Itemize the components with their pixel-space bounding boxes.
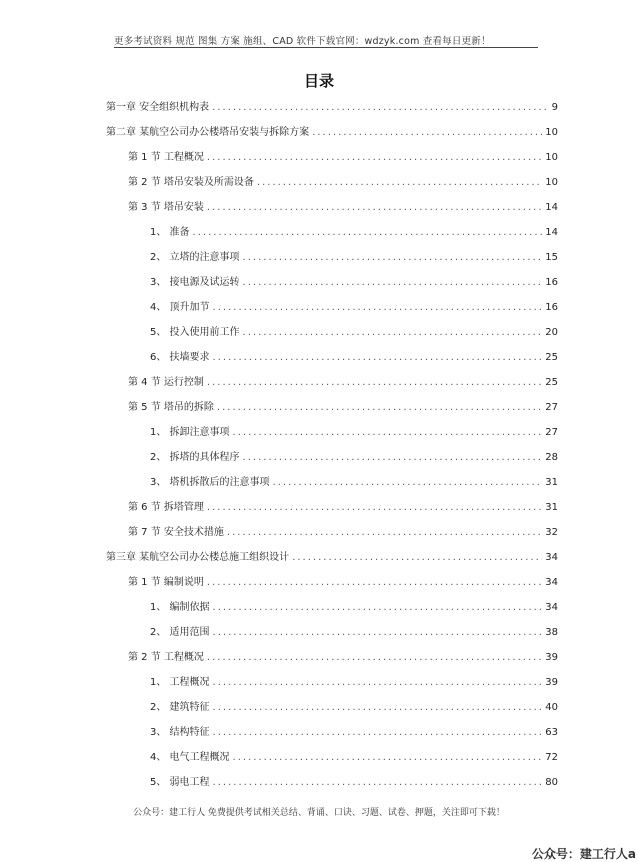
toc-entry-page: 72 bbox=[545, 752, 558, 763]
toc-entry[interactable] bbox=[150, 625, 558, 641]
toc-entry-page: 63 bbox=[545, 727, 558, 738]
toc-entry-page: 38 bbox=[545, 627, 558, 638]
page-footer: 公众号：建工行人 免费提供考试相关总结、背诵、口诀、习题、试卷、押题，关注即可下载！ bbox=[133, 808, 505, 818]
toc-entry-page: 34 bbox=[545, 552, 558, 563]
toc-entry-label: 第 2 节 工程概况 bbox=[128, 652, 204, 663]
toc-entry-page: 40 bbox=[545, 702, 558, 713]
toc-entry-page: 31 bbox=[545, 502, 558, 513]
toc-entry[interactable] bbox=[150, 425, 558, 441]
toc-entry-page: 80 bbox=[545, 777, 558, 788]
toc-entry-page: 34 bbox=[545, 602, 558, 613]
toc-entry[interactable] bbox=[128, 525, 558, 541]
toc-entry[interactable] bbox=[150, 300, 558, 316]
toc-entry[interactable] bbox=[106, 125, 558, 141]
toc-entry-page: 9 bbox=[551, 102, 558, 113]
toc-entry-page: 39 bbox=[545, 652, 558, 663]
toc-entry-label: 2、 立塔的注意事项 bbox=[150, 252, 240, 263]
toc-leader-dots bbox=[213, 675, 543, 691]
toc-entry-label: 第 3 节 塔吊安装 bbox=[128, 202, 204, 213]
toc-leader-dots bbox=[213, 775, 543, 791]
toc-entry[interactable] bbox=[150, 475, 558, 491]
toc-leader-dots bbox=[257, 175, 542, 191]
toc-leader-dots bbox=[213, 700, 543, 716]
toc-entry[interactable] bbox=[128, 650, 558, 666]
toc-leader-dots bbox=[227, 525, 542, 541]
toc-leader-dots bbox=[207, 575, 542, 591]
toc-entry[interactable] bbox=[150, 350, 558, 366]
toc-entry-label: 5、 投入使用前工作 bbox=[150, 327, 240, 338]
toc-entry-page: 25 bbox=[545, 352, 558, 363]
toc-entry-page: 14 bbox=[545, 227, 558, 238]
page-header: 更多考试资料 规范 图集 方案 施组、CAD 软件下载官网：wdzyk.com 查看每日更新！ bbox=[114, 36, 491, 47]
toc-leader-dots bbox=[273, 475, 543, 491]
toc-entry[interactable] bbox=[128, 400, 558, 416]
toc-entry-label: 5、 弱电工程 bbox=[150, 777, 210, 788]
toc-entry[interactable] bbox=[150, 275, 558, 291]
toc-leader-dots bbox=[212, 100, 548, 116]
toc-entry-label: 6、 扶墙要求 bbox=[150, 352, 210, 363]
toc-leader-dots bbox=[292, 550, 542, 566]
toc-entry[interactable] bbox=[128, 150, 558, 166]
toc-entry-page: 10 bbox=[545, 152, 558, 163]
toc-entry-page: 16 bbox=[545, 277, 558, 288]
toc-entry-page: 27 bbox=[545, 427, 558, 438]
toc-leader-dots bbox=[312, 125, 542, 141]
toc-leader-dots bbox=[193, 225, 543, 241]
toc-entry[interactable] bbox=[128, 575, 558, 591]
toc-entry-label: 4、 顶升加节 bbox=[150, 302, 210, 313]
watermark: 公众号：建工行人a bbox=[531, 847, 636, 861]
toc-entry-label: 第三章 某航空公司办公楼总施工组织设计 bbox=[106, 552, 290, 563]
toc-leader-dots bbox=[207, 200, 542, 216]
toc-entry-page: 10 bbox=[545, 177, 558, 188]
toc-entry[interactable] bbox=[128, 200, 558, 216]
toc-leader-dots bbox=[213, 725, 543, 741]
toc-leader-dots bbox=[213, 625, 543, 641]
toc-leader-dots bbox=[243, 250, 543, 266]
toc-entry-label: 第一章 安全组织机构表 bbox=[106, 102, 210, 113]
toc-leader-dots bbox=[243, 450, 543, 466]
toc-entry-label: 第二章 某航空公司办公楼塔吊安装与拆除方案 bbox=[106, 127, 310, 138]
toc-entry[interactable] bbox=[128, 500, 558, 516]
toc-entry-page: 14 bbox=[545, 202, 558, 213]
toc-entry[interactable] bbox=[150, 675, 558, 691]
toc-leader-dots bbox=[217, 400, 542, 416]
toc-title: 目录 bbox=[303, 72, 334, 90]
header-rule bbox=[114, 47, 538, 48]
toc-entry-label: 1、 准备 bbox=[150, 227, 190, 238]
toc-entry-label: 3、 接电源及试运转 bbox=[150, 277, 240, 288]
toc-entry[interactable] bbox=[128, 375, 558, 391]
toc-entry[interactable] bbox=[150, 450, 558, 466]
toc-leader-dots bbox=[213, 600, 543, 616]
toc-entry[interactable] bbox=[150, 700, 558, 716]
toc-entry-page: 28 bbox=[545, 452, 558, 463]
toc-leader-dots bbox=[207, 375, 542, 391]
toc-entry-page: 15 bbox=[545, 252, 558, 263]
toc-entry[interactable] bbox=[150, 775, 558, 791]
toc-entry-label: 1、 编制依据 bbox=[150, 602, 210, 613]
toc-entry-page: 10 bbox=[545, 127, 558, 138]
toc-entry[interactable] bbox=[106, 100, 558, 116]
toc-entry-page: 31 bbox=[545, 477, 558, 488]
toc-entry-page: 39 bbox=[545, 677, 558, 688]
toc-entry-label: 1、 拆卸注意事项 bbox=[150, 427, 230, 438]
toc-entry-page: 34 bbox=[545, 577, 558, 588]
toc-entry-label: 2、 建筑特征 bbox=[150, 702, 210, 713]
toc-leader-dots bbox=[207, 500, 542, 516]
toc-entry[interactable] bbox=[150, 225, 558, 241]
toc-entry-label: 第 6 节 拆塔管理 bbox=[128, 502, 204, 513]
toc-entry-page: 32 bbox=[545, 527, 558, 538]
toc-entry-label: 第 4 节 运行控制 bbox=[128, 377, 204, 388]
toc-entry-page: 16 bbox=[545, 302, 558, 313]
toc-entry[interactable] bbox=[150, 250, 558, 266]
toc-leader-dots bbox=[233, 750, 543, 766]
toc-entry[interactable] bbox=[128, 175, 558, 191]
toc-leader-dots bbox=[233, 425, 543, 441]
toc-entry-label: 第 1 节 工程概况 bbox=[128, 152, 204, 163]
toc-entry-label: 3、 塔机拆散后的注意事项 bbox=[150, 477, 270, 488]
toc-entry-label: 第 2 节 塔吊安装及所需设备 bbox=[128, 177, 254, 188]
toc-leader-dots bbox=[207, 650, 542, 666]
toc-entry-label: 1、 工程概况 bbox=[150, 677, 210, 688]
toc-entry-label: 3、 结构特征 bbox=[150, 727, 210, 738]
toc-leader-dots bbox=[213, 300, 543, 316]
toc-entry[interactable] bbox=[106, 550, 558, 566]
toc-leader-dots bbox=[243, 325, 543, 341]
toc-entry-label: 4、 电气工程概况 bbox=[150, 752, 230, 763]
toc-entry-label: 2、 拆塔的具体程序 bbox=[150, 452, 240, 463]
toc-leader-dots bbox=[213, 350, 543, 366]
toc-entry-label: 第 1 节 编制说明 bbox=[128, 577, 204, 588]
toc-entry-label: 第 5 节 塔吊的拆除 bbox=[128, 402, 214, 413]
toc-entry[interactable] bbox=[150, 600, 558, 616]
toc-entry[interactable] bbox=[150, 725, 558, 741]
toc-entry-page: 27 bbox=[545, 402, 558, 413]
toc-leader-dots bbox=[207, 150, 542, 166]
toc-entry[interactable] bbox=[150, 325, 558, 341]
toc-entry-label: 第 7 节 安全技术措施 bbox=[128, 527, 224, 538]
toc-entry[interactable] bbox=[150, 750, 558, 766]
toc-entry-page: 25 bbox=[545, 377, 558, 388]
toc-entry-page: 20 bbox=[545, 327, 558, 338]
toc-entry-label: 2、 适用范围 bbox=[150, 627, 210, 638]
toc-leader-dots bbox=[243, 275, 543, 291]
